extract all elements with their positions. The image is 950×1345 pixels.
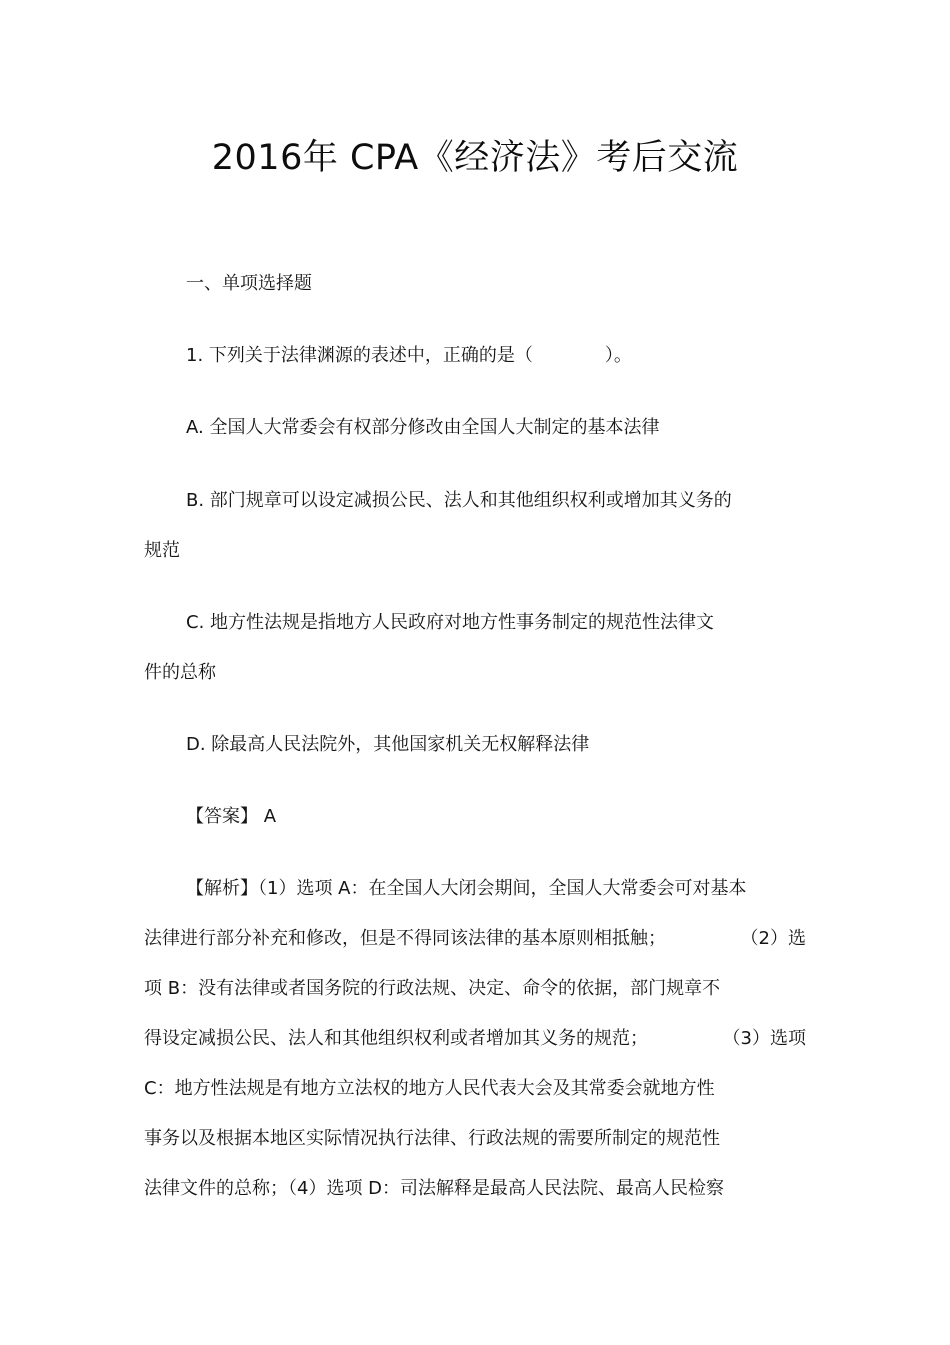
- analysis-line-5: C：地方性法规是有地方立法权的地方人民代表大会及其常委会就地方性: [144, 1078, 715, 1099]
- option-b-line1: B. 部门规章可以设定减损公民、法人和其他组织权利或增加其义务的: [186, 490, 732, 511]
- analysis-line-4-right: （3）选项: [722, 1028, 806, 1049]
- analysis-line-1: 【解析】（1）选项 A：在全国人大闭会期间，全国人大常委会可对基本: [186, 878, 747, 899]
- analysis-line-3: 项 B：没有法律或者国务院的行政法规、决定、命令的依据，部门规章不: [144, 978, 721, 999]
- option-d: D. 除最高人民法院外，其他国家机关无权解释法律: [186, 734, 590, 755]
- option-b-line2: 规范: [144, 540, 180, 561]
- option-c-line1: C. 地方性法规是指地方人民政府对地方性事务制定的规范性法律文: [186, 612, 715, 633]
- answer-line: 【答案】 A: [186, 806, 277, 827]
- analysis-line-6: 事务以及根据本地区实际情况执行法律、行政法规的需要所制定的规范性: [144, 1128, 720, 1149]
- option-a: A. 全国人大常委会有权部分修改由全国人大制定的基本法律: [186, 417, 660, 438]
- analysis-line-2-right: （2）选: [740, 928, 806, 949]
- analysis-line-4-left: 得设定减损公民、法人和其他组织权利或者增加其义务的规范；: [144, 1028, 648, 1049]
- section-heading: 一、单项选择题: [186, 273, 312, 294]
- analysis-line-7: 法律文件的总称；（4）选项 D：司法解释是最高人民法院、最高人民检察: [144, 1178, 725, 1199]
- analysis-line-2: [144, 926, 806, 952]
- question-stem: 1. 下列关于法律渊源的表述中，正确的是（ ）。: [186, 345, 632, 366]
- document-title: 2016年 CPA《经济法》考后交流: [211, 138, 739, 178]
- analysis-line-4: [144, 1026, 806, 1052]
- analysis-line-2-left: 法律进行部分补充和修改，但是不得同该法律的基本原则相抵触；: [144, 928, 666, 949]
- option-c-line2: 件的总称: [144, 662, 216, 683]
